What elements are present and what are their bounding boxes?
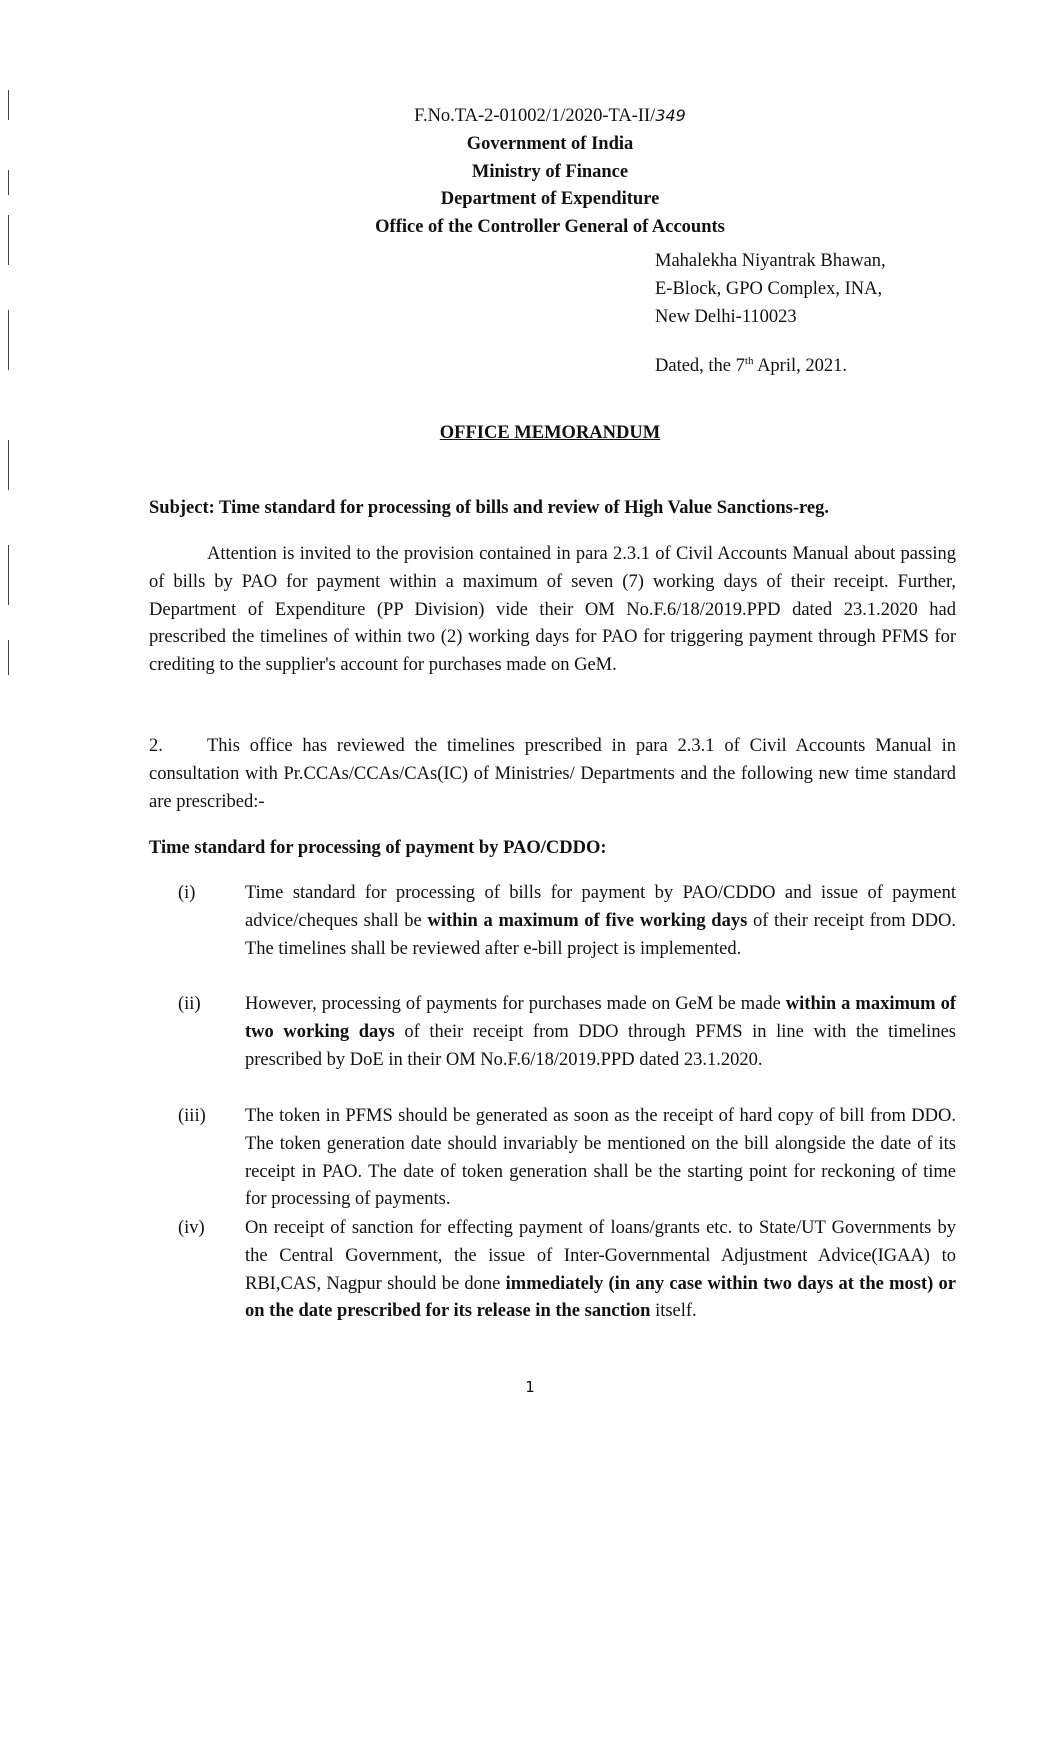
address-block [655,248,886,331]
letterhead-line: Ministry of Finance [471,161,629,182]
letterhead-line: Government of India [466,133,634,154]
scan-artifact [8,440,9,490]
list-item: (iii) The token in PFMS should be generated as soon as the receipt of hard copy of bill from DDO. The token generation date should invariably be mentioned on the bill alongside the date of its receipt in PAO. The date of token generation shall be the starting point for reckoning of time for processing of payments. [178,1106,956,1210]
subject-line: Subject: Time standard for processing of bills and review of High Value Sanctions-reg. [149,498,829,518]
file-number: F.No.TA-2-01002/1/2020-TA-II/349 [414,106,686,126]
scan-artifact [8,90,9,120]
scan-artifact [8,310,9,370]
letterhead-line: Department of Expenditure [440,189,660,210]
paragraph-2: 2. This office has reviewed the timelines prescribed in para 2.3.1 of Civil Accounts Manual in consultation with Pr.CCAs/CCAs/CAs(IC) of Ministries/ Departments and the following new time standard are prescribed:- [149,736,956,812]
address-line: Mahalekha Niyantrak Bhawan, [655,251,886,271]
scan-artifact [8,170,9,195]
address-line: New Delhi-110023 [655,306,797,327]
letterhead [340,102,760,242]
handwritten-number: 349 [655,106,686,125]
list-item: (iv) On receipt of sanction for effecting payment of loans/grants etc. to State/UT Governments by the Central Government, the issue of Inter-Governmental Adjustment Advice(IGAA) to RBI,CAS, Nagpur should be done immediately (in any case within two days at the most) or on the date prescribed for its release in the sanction itself. [178,1218,956,1322]
letterhead-line: Office of the Controller General of Accounts [375,217,725,238]
date-line: Dated, the 7th April, 2021. [655,355,847,377]
section-heading: Time standard for processing of payment by PAO/CDDO: [149,838,607,858]
scan-artifact [8,545,9,605]
list-item: (i) Time standard for processing of bills for payment by PAO/CDDO and issue of payment advice/cheques shall be within a maximum of five working days of their receipt from DDO. The timelines shall be reviewed after e-bill project is implemented. [178,883,956,959]
address-line: E-Block, GPO Complex, INA, [655,278,883,299]
document-title: OFFICE MEMORANDUM [439,423,661,443]
paragraph-1: Attention is invited to the provision contained in para 2.3.1 of Civil Accounts Manual about passing of bills by PAO for payment within a maximum of seven (7) working days of their receipt. Further, Department of Expenditure (PP Division) vide their OM No.F.6/18/2019.PPD dated 23.1.2020 had prescribed the timelines of within two (2) working days for PAO for triggering payment through PFMS for crediting to the supplier's account for purchases made on GeM. [149,544,956,676]
list-item: (ii) However, processing of payments for purchases made on GeM be made within a maximum of two working days of their receipt from DDO through PFMS in line with the timelines prescribed by DoE in their OM No.F.6/18/2019.PPD dated 23.1.2020. [178,994,956,1070]
page-number: 1 [525,1378,535,1396]
scan-artifact [8,215,9,265]
scan-artifact [8,640,9,675]
